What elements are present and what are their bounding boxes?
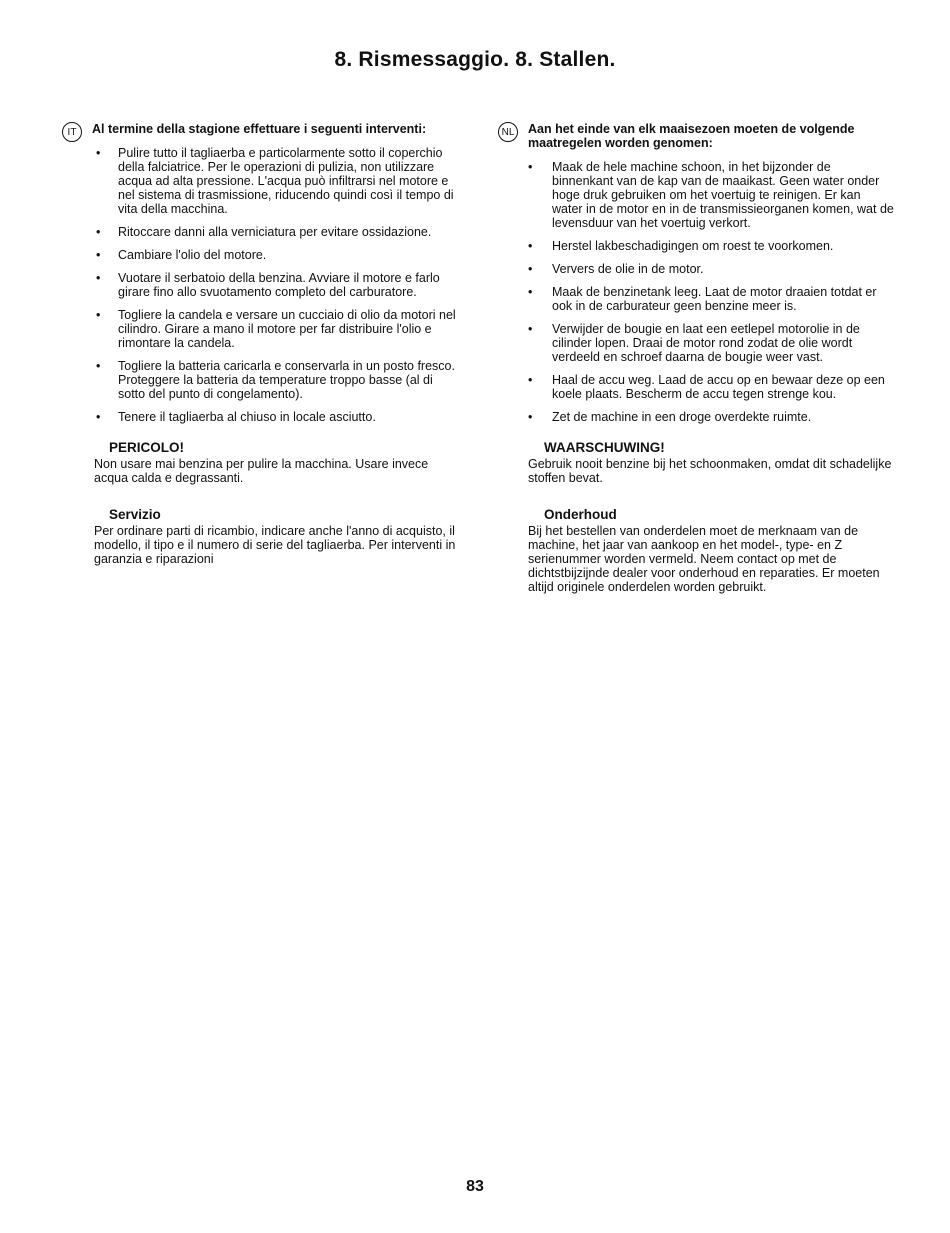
list-item: • Herstel lakbeschadigingen om roest te voorkomen. (498, 239, 894, 253)
page-number: 83 (466, 1178, 484, 1195)
italian-heading-text: Al termine della stagione effettuare i seguenti interventi: (92, 122, 427, 136)
dutch-steps-list (498, 160, 894, 424)
italian-column (62, 122, 462, 566)
list-item: • Pulire tutto il tagliaerba e particolarmente sotto il coperchio della falciatrice. Per le operazioni di pulizia, non utilizzare acqua ad alta pressione. L'acqua può infiltrarsi nel motore e nel sistema di trasmissione, riducendo quindi così il tempo di vita della macchina. (62, 146, 462, 216)
italian-heading (62, 122, 462, 136)
maintenance-text: Bij het bestellen van onderdelen moet de merknaam van de machine, het jaar van aankoop en het model-, type- en Z serienummer worden vermeld. Neem contact op met de dichtstbijzijnde dealer voor onderhoud en reparaties. Er moeten altijd originele onderdelen worden gebruikt. (528, 524, 880, 594)
list-item: • Zet de machine in een droge overdekte ruimte. (498, 410, 894, 424)
maintenance-heading: Onderhoud (544, 507, 617, 522)
service-heading: Servizio (109, 507, 161, 522)
page-title: 8. Rismessaggio. 8. Stallen. (334, 48, 616, 71)
dutch-heading (498, 122, 894, 150)
dutch-column (498, 122, 894, 594)
danger-text: Non usare mai benzina per pulire la macchina. Usare invece acqua calda e degrassanti. (94, 457, 429, 485)
list-item: • Ritoccare danni alla verniciatura per evitare ossidazione. (62, 225, 462, 239)
service-text: Per ordinare parti di ricambio, indicare anche l'anno di acquisto, il modello, il tipo e il numero di serie del tagliaerba. Per interventi in garanzia e riparazioni (94, 524, 456, 566)
dutch-heading-text: Aan het einde van elk maaisezoen moeten de volgende maatregelen worden genomen: (528, 122, 855, 150)
language-badge-nl: NL (498, 122, 518, 142)
italian-steps-list (62, 146, 462, 424)
list-item: • Ververs de olie in de motor. (498, 262, 894, 276)
list-item: • Maak de benzinetank leeg. Laat de motor draaien totdat er ook in de carburateur geen benzine meer is. (498, 285, 894, 313)
list-item: • Maak de hele machine schoon, in het bijzonder de binnenkant van de kap van de maaikast. Geen water onder hoge druk gebruiken om het voertuig te reinigen. Er kan water in de motor en in de transmissieorganen komen, wat de levensduur van het voertuig verkort. (498, 160, 894, 230)
language-badge-it: IT (62, 122, 82, 142)
list-item: • Tenere il tagliaerba al chiuso in locale asciutto. (62, 410, 462, 424)
list-item: • Vuotare il serbatoio della benzina. Avviare il motore e farlo girare fino allo svuotamento completo del carburatore. (62, 271, 462, 299)
list-item: • Togliere la batteria caricarla e conservarla in un posto fresco. Proteggere la batteria da temperature troppo basse (al di sotto del punto di congelamento). (62, 359, 462, 401)
list-item: • Togliere la candela e versare un cucciaio di olio da motori nel cilindro. Girare a mano il motore per far distribuire l'olio e rimontare la candela. (62, 308, 462, 350)
list-item: • Cambiare l'olio del motore. (62, 248, 462, 262)
danger-heading: PERICOLO! (109, 440, 185, 455)
list-item: • Verwijder de bougie en laat een eetlepel motorolie in de cilinder lopen. Draai de motor rond zodat de olie wordt verdeeld en schroef daarna de bougie weer vast. (498, 322, 894, 364)
warning-heading: WAARSCHUWING! (544, 440, 665, 455)
list-item: • Haal de accu weg. Laad de accu op en bewaar deze op een koele plaats. Bescherm de accu tegen strenge kou. (498, 373, 894, 401)
warning-text: Gebruik nooit benzine bij het schoonmaken, omdat dit schadelijke stoffen bevat. (528, 457, 892, 485)
